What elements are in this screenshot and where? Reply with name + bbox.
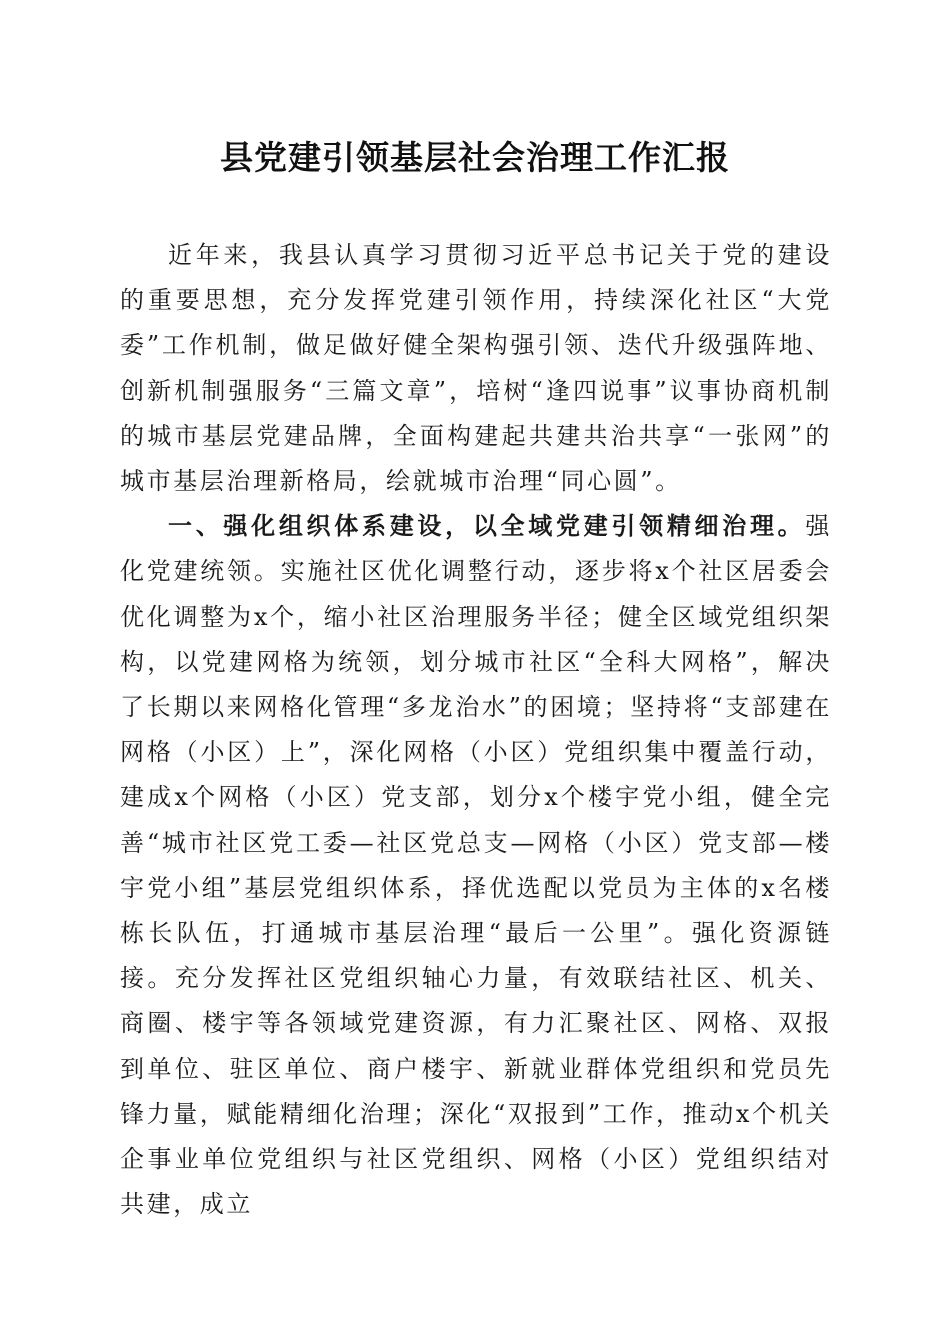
document-body: [120, 233, 832, 1227]
section-1-heading: 一、强化组织体系建设，以全域党建引领精细治理。: [168, 512, 806, 541]
section-1-body: 强化党建统领。实施社区优化调整行动，逐步将x个社区居委会优化调整为x个，缩小社区治理服务半径；健全区域党组织架构，以党建网格为统领，划分城市社区“全科大网格”，解决了长期以来网格化管理“多龙治水”的困境；坚持将“支部建在网格（小区）上”，深化网格（小区）党组织集中覆盖行动，建成x个网格（小区）党支部，划分x个楼宇党小组，健全完善“城市社区党工委—社区党总支—网格（小区）党支部—楼宇党小组”基层党组织体系，择优选配以党员为主体的x名楼栋长队伍，打通城市基层治理“最后一公里”。强化资源链接。充分发挥社区党组织轴心力量，有效联结社区、机关、商圈、楼宇等各领域党建资源，有力汇聚社区、网格、双报到单位、驻区单位、商户楼宇、新就业群体党组织和党员先锋力量，赋能精细化治理；深化“双报到”工作，推动x个机关企事业单位党组织与社区党组织、网格（小区）党组织结对共建，成立: [120, 512, 832, 1219]
section-1-paragraph: [120, 504, 832, 1227]
document-title: 县党建引领基层社会治理工作汇报: [220, 138, 730, 177]
intro-paragraph: 近年来，我县认真学习贯彻习近平总书记关于党的建设的重要思想，充分发挥党建引领作用，持续深化社区“大党委”工作机制，做足做好健全架构强引领、迭代升级强阵地、创新机制强服务“三篇文章”，培树“逢四说事”议事协商机制的城市基层党建品牌，全面构建起共建共治共享“一张网”的城市基层治理新格局，绘就城市治理“同心圆”。: [120, 241, 832, 496]
